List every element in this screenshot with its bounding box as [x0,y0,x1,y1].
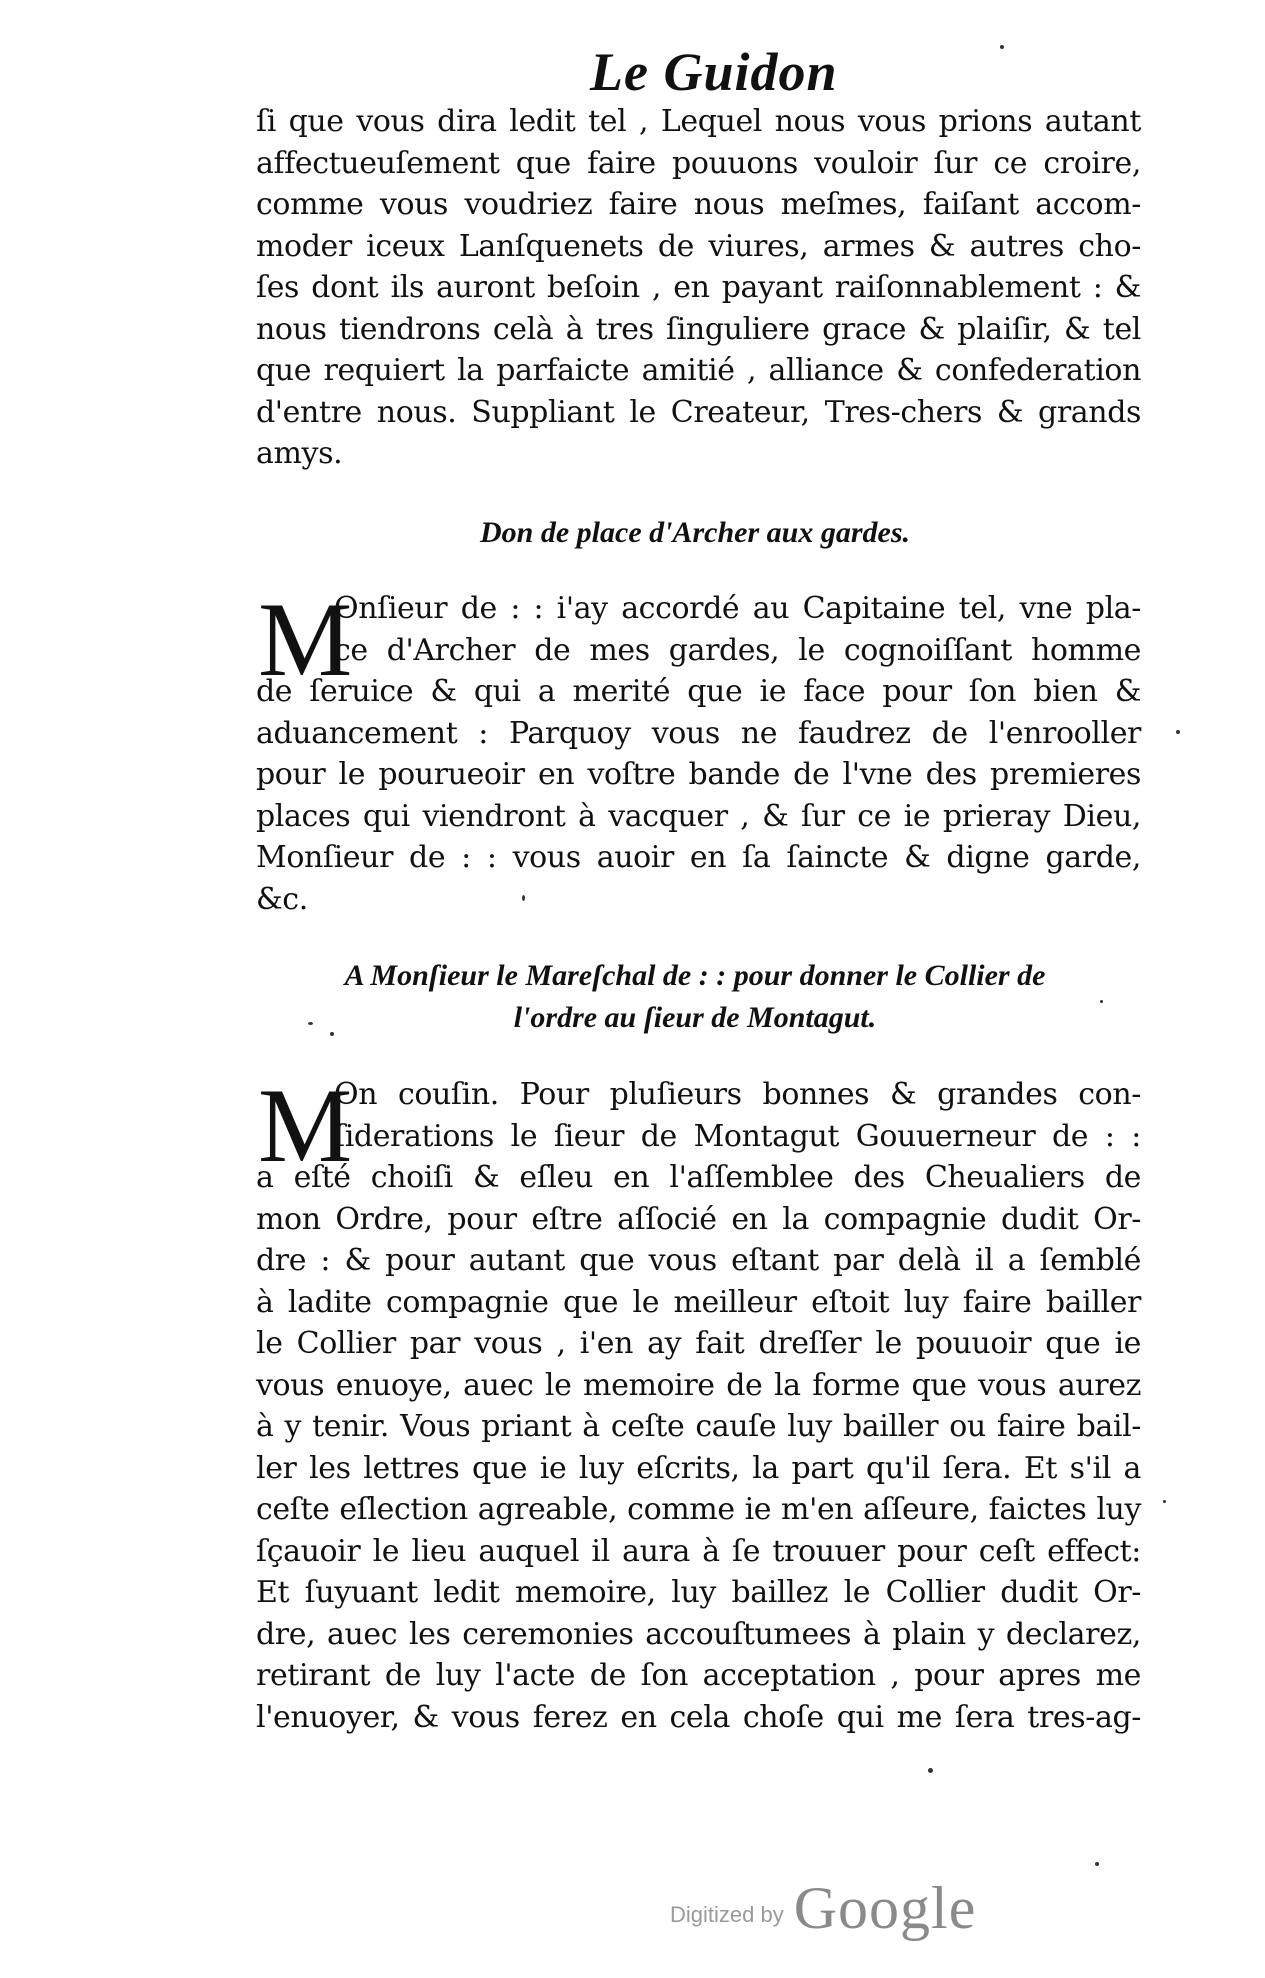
scan-speck [1095,1862,1099,1866]
text-line: nous tiendrons celà à tres ſinguliere grace & plaiſir, & tel [256,311,1141,347]
text-line: à ladite compagnie que le meilleur eſtoit luy faire bailler [256,1284,1141,1320]
text-line: retirant de luy l'acte de ſon acceptation , pour apres me [256,1658,1141,1693]
text-line: a eſté choiſi & eſleu en l'aſſemblee des Cheualiers de [256,1160,1141,1195]
digitized-label: Digitized by [670,1902,784,1927]
scan-speck [1163,1500,1166,1503]
heading-line: Don de place d'Archer aux gardes. [480,516,910,549]
letter-mareschal [256,1067,1141,1738]
text-line: ſçauoir le lieu auquel il aura à ſe trouuer pour ceſt effect: [256,1533,1141,1569]
text-line: affectueuſement que faire pouuons vouloir ſur ce croire, [256,145,1141,181]
text-line: dre, auec les ceremonies accouſtumees à plain y declarez, [256,1616,1141,1652]
scan-speck [330,1032,334,1036]
scan-speck [308,1022,313,1025]
text-line: ler les lettres que ie luy eſcrits, la part qu'il ſera. Et s'il a [256,1450,1141,1486]
text-line: ceſte eſlection agreable, comme ie m'en aſſeure, faictes luy [256,1492,1141,1527]
text-line: places qui viendront à vacquer , & ſur ce ie prieray Dieu, [256,798,1141,834]
text-line: &c. [256,881,308,917]
text-line: moder iceux Lanſquenets de viures, armes & autres cho- [256,228,1141,264]
google-logo-text: Google [793,1875,977,1941]
text-line: Monſieur de : : vous auoir en ſa ſaincte & digne garde, [256,840,1141,875]
scan-speck [1000,45,1004,49]
text-line: aduancement : Parquoy vous ne faudrez de l'enrooller [256,715,1141,751]
scan-speck [1176,730,1180,734]
heading-line: A Monſieur le Mareſchal de : : pour donner le Collier de [344,959,1046,992]
text-line: l'enuoyer, & vous ferez en cela choſe qui me ſera tres-ag- [256,1699,1141,1735]
text-line: vous enuoye, auec le memoire de la forme que vous aurez [256,1367,1141,1403]
scan-speck [928,1768,933,1773]
heading-line: l'ordre au ſieur de Montagut. [513,1001,877,1034]
text-line: ſes dont ils auront beſoin , en payant raiſonnablement : & [256,270,1141,305]
text-line: de ſeruice & qui a merité que ie face pour ſon bien & [256,674,1141,709]
text-line: Et ſuyuant ledit memoire, luy baillez le Collier dudit Or- [256,1575,1141,1610]
section-heading-mareschal [250,955,1140,1039]
text-line: mon Ordre, pour eſtre aſſocié en la compagnie dudit Or- [256,1201,1141,1237]
text-line: d'entre nous. Suppliant le Createur, Tres-chers & grands [256,394,1141,430]
text-line: le Collier par vous , i'en ay fait dreſſer le pouuoir que ie [256,1326,1141,1361]
text-line: Onſieur de : : i'ay accordé au Capitaine tel, vne pla- [334,591,1141,626]
text-line: que requiert la parfaicte amitié , alliance & confederation [256,353,1141,388]
text-line: amys. [256,436,343,471]
scan-speck [1100,1000,1103,1003]
drop-cap-initial: M [258,1067,353,1184]
text-line: comme vous voudriez faire nous meſmes, faiſant accom- [256,187,1141,222]
text-line: ce d'Archer de mes gardes, le cognoiſſant homme [334,632,1141,668]
text-line: pour le pourueoir en voſtre bande de l'vne des premieres [256,757,1141,792]
drop-cap-initial: M [258,581,353,698]
letter-continuation [256,101,1141,475]
letter-archer [256,581,1141,920]
text-line: On couſin. Pour pluſieurs bonnes & grandes con- [334,1077,1141,1112]
text-line: dre : & pour autant que vous eſtant par delà il a ſemblé [256,1243,1141,1278]
section-heading-archer [250,512,1140,554]
text-line: ſi que vous dira ledit tel , Lequel nous vous prions autant [256,104,1141,139]
text-line: ſiderations le ſieur de Montagut Gouuerneur de : : [334,1118,1141,1154]
digitized-watermark [670,1868,977,1941]
text-line: à y tenir. Vous priant à ceſte cauſe luy bailler ou faire bail- [256,1409,1141,1444]
scan-speck [522,895,525,901]
running-title: Le Guidon [590,42,838,102]
